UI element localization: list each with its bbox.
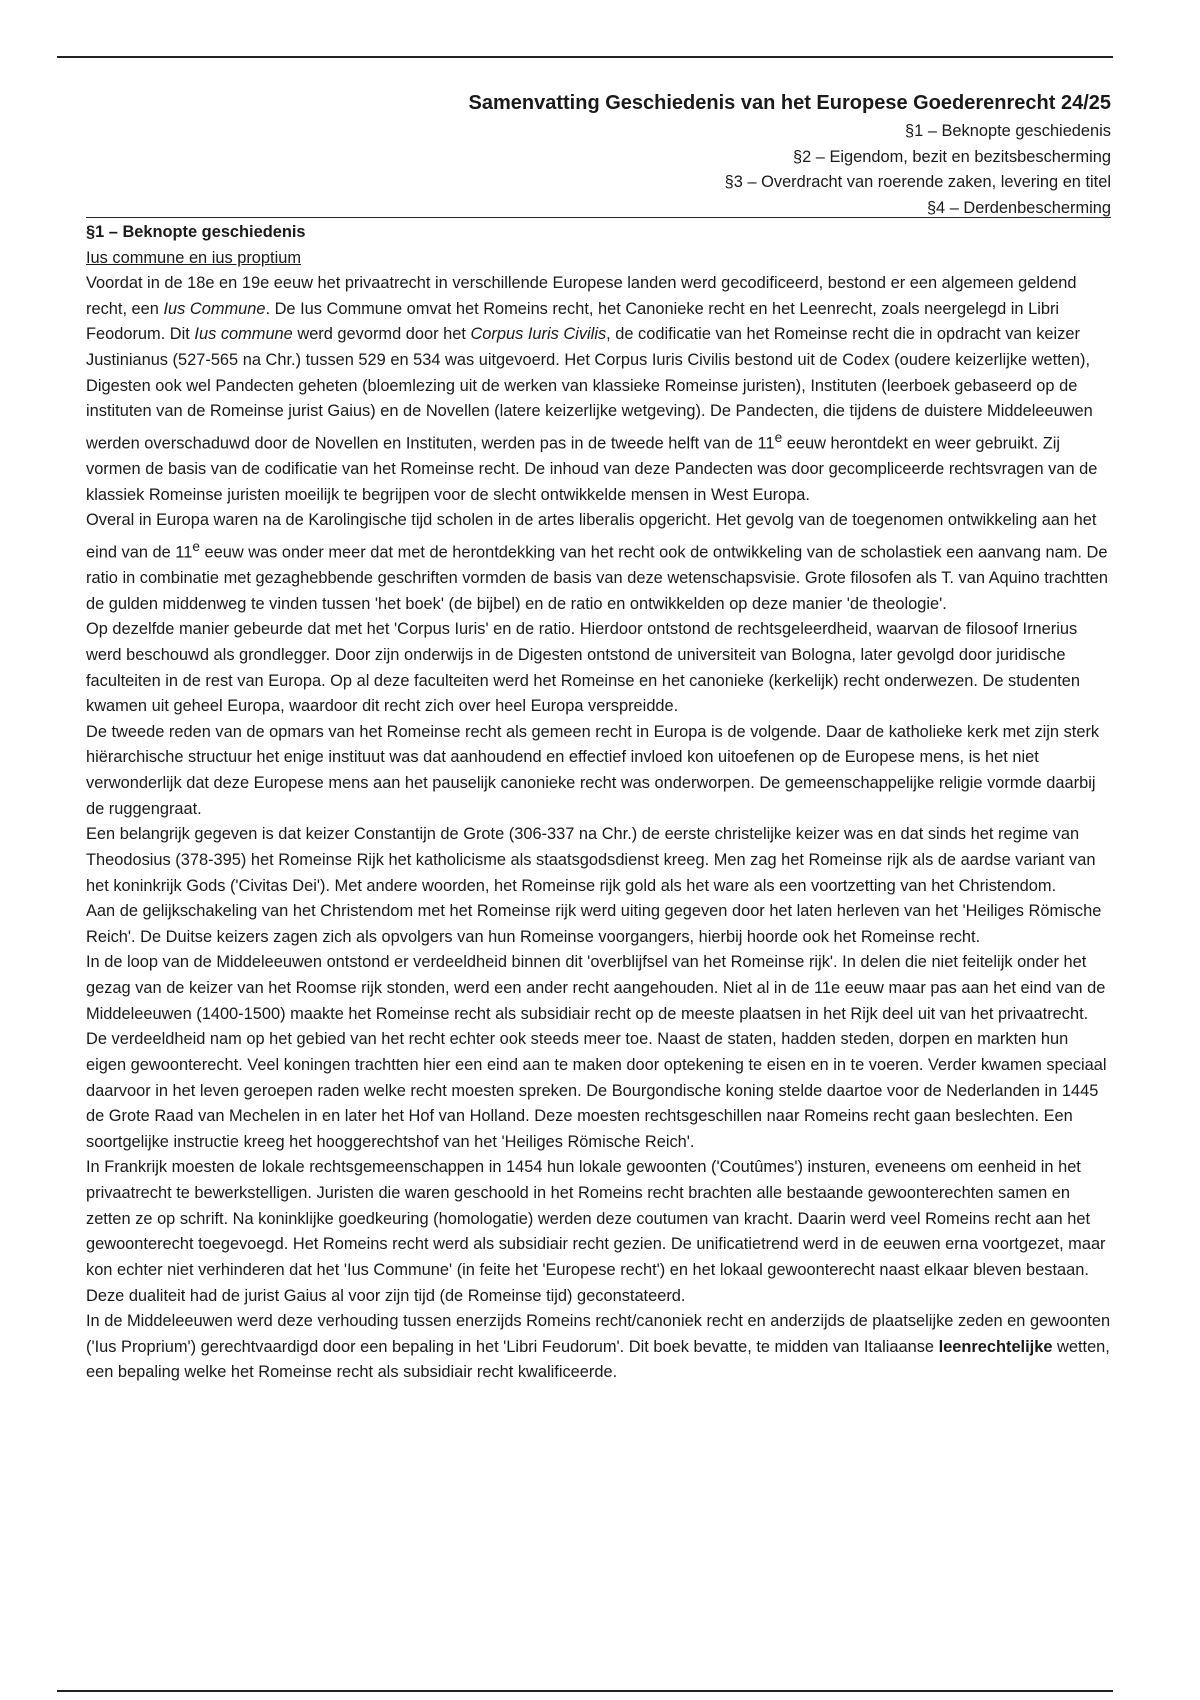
paragraph: In de Middeleeuwen werd deze verhouding tussen enerzijds Romeins recht/canoniek recht en anderzijds de plaatselijke zeden en gewoonten ('Ius Proprium') gerechtvaardigd door een bepaling in het 'Libri Feudorum'. Dit boek bevatte, te midden van Italiaanse leenrechtelijke wetten, een bepaling welke het Romeinse recht als subsidiair recht kwalificeerde.	[86, 1312, 1111, 1382]
header-divider	[86, 217, 1111, 218]
toc-item: §1 – Beknopte geschiedenis	[905, 122, 1111, 140]
table-of-contents	[211, 119, 1111, 221]
toc-item: §4 – Derdenbescherming	[926, 198, 1111, 217]
document-body	[86, 220, 1111, 1386]
bottom-rule	[57, 1690, 1113, 1692]
paragraph: Aan de gelijkschakeling van het Christendom met het Romeinse rijk werd uiting gegeven door het laten herleven van het 'Heiliges Römische Reich'. De Duitse keizers zagen zich als opvolgers van hun Romeinse voorgangers, hierbij hoorde ook het Romeinse recht.	[86, 902, 1102, 946]
paragraph: Een belangrijk gegeven is dat keizer Constantijn de Grote (306-337 na Chr.) de eerste christelijke keizer was en dat sinds het regime van Theodosius (378-395) het Romeinse Rijk het katholicisme als staatsgodsdienst kreeg. Men zag het Romeinse rijk als de aardse variant van het koninkrijk Gods ('Civitas Dei'). Met andere woorden, het Romeinse rijk gold als het ware als een voortzetting van het Christendom.	[86, 825, 1096, 895]
paragraph: Overal in Europa waren na de Karolingische tijd scholen in de artes liberalis opgericht. Het gevolg van de toegenomen ontwikkeling aan het eind van de 11e eeuw was onder meer dat met de herontdekking van het recht ook de ontwikkeling van de scholastiek een aanvang nam. De ratio in combinatie met gezaghebbende geschriften vormden de basis van deze wetenschapsvisie. Grote filosofen als T. van Aquino trachtten de gulden middenweg te vinden tussen 'het boek' (de bijbel) en de ratio en ontwikkelden op deze manier 'de theologie'.	[86, 511, 1108, 613]
paragraph: Op dezelfde manier gebeurde dat met het 'Corpus Iuris' en de ratio. Hierdoor ontstond de rechtsgeleerdheid, waarvan de filosoof Irnerius werd beschouwd als grondlegger. Door zijn onderwijs in de Digesten ontstond de universiteit van Bologna, later gevolgd door juridische faculteiten in de rest van Europa. Op al deze faculteiten werd het Romeinse en het canonieke (kerkelijk) recht onderwezen. De studenten kwamen uit geheel Europa, waardoor dit recht zich over heel Europa verspreidde.	[86, 620, 1081, 716]
document-header	[211, 87, 1111, 221]
subsection-heading: Ius commune en ius proptium	[86, 248, 301, 267]
paragraph-list	[86, 271, 1111, 1386]
paragraph: Voordat in de 18e en 19e eeuw het privaatrecht in verschillende Europese landen werd gecodificeerd, bestond er een algemeen geldend recht, een Ius Commune. De Ius Commune omvat het Romeins recht, het Canonieke recht en het Leenrecht, zoals neergelegd in Libri Feodorum. Dit Ius commune werd gevormd door het Corpus Iuris Civilis, de codificatie van het Romeinse recht die in opdracht van keizer Justinianus (527-565 na Chr.) tussen 529 en 534 was uitgevoerd. Het Corpus Iuris Civilis bestond uit de Codex (oudere keizerlijke wetten), Digesten ook wel Pandecten geheten (bloemlezing uit de werken van klassieke Romeinse juristen), Instituten (leerboek gebaseerd op de instituten van de Romeinse jurist Gaius) en de Novellen (latere keizerlijke wetgeving). De Pandecten, die tijdens de duistere Middeleeuwen werden overschaduwd door de Novellen en Instituten, werden pas in de tweede helft van de 11e eeuw herontdekt en weer gebruikt. Zij vormen de basis van de codificatie van het Romeinse recht. De inhoud van deze Pandecten was door gecompliceerde rechtsvragen van de klassiek Romeinse juristen moeilijk te begrijpen voor de slecht ontwikkelde mensen in West Europa.	[86, 274, 1098, 504]
paragraph: De tweede reden van de opmars van het Romeinse recht als gemeen recht in Europa is de volgende. Daar de katholieke kerk met zijn sterk hiërarchische structuur het enige instituut was dat aanhoudend en effectief invloed kon uitoefenen op de Europese mens, is het niet verwonderlijk dat deze Europese mens aan het pauselijk canonieke recht was onderworpen. De gemeenschappelijke religie vormde daarbij de ruggengraat.	[86, 722, 1100, 818]
toc-item: §2 – Eigendom, bezit en bezitsbescherming	[793, 147, 1111, 166]
document-title: Samenvatting Geschiedenis van het Europese Goederenrecht 24/25	[468, 92, 1111, 114]
top-rule	[57, 56, 1113, 58]
paragraph: In Frankrijk moesten de lokale rechtsgemeenschappen in 1454 hun lokale gewoonten ('Coutûmes') insturen, eveneens om eenheid in het privaatrecht te bewerkstelligen. Juristen die waren geschoold in het Romeins recht brachten alle bestaande gewoonterechten samen en zetten ze op schrift. Na koninklijke goedkeuring (homologatie) werden deze coutumen van kracht. Daarin werd veel Romeins recht aan het gewoonterecht toegevoegd. Het Romeins recht werd als subsidiair recht gezien. De unificatietrend werd in de eeuwen erna voortgezet, maar kon echter niet verhinderen dat het 'Ius Commune' (in feite het 'Europese recht') en het lokaal gewoonterecht naast elkaar bleven bestaan. Deze dualiteit had de jurist Gaius al voor zijn tijd (de Romeinse tijd) geconstateerd.	[86, 1158, 1106, 1305]
paragraph: In de loop van de Middeleeuwen ontstond er verdeeldheid binnen dit 'overblijfsel van het Romeinse rijk'. In delen die niet feitelijk onder het gezag van de keizer van het Roomse rijk stonden, werd een ander recht aangehouden. Niet al in de 11e eeuw maar pas aan het eind van de Middeleeuwen (1400-1500) maakte het Romeinse recht als subsidiair recht op de meeste plaatsen in het Rijk deel uit van het privaatrecht. De verdeeldheid nam op het gebied van het recht echter ook steeds meer toe. Naast de staten, hadden steden, dorpen en markten hun eigen gewoonterecht. Veel koningen trachtten hier een eind aan te maken door optekening te eisen en in te voeren. Verder kwamen speciaal daarvoor in het leven geroepen raden welke recht moesten spreken. De Bourgondische koning stelde daartoe voor de Nederlanden in 1445 de Grote Raad van Mechelen in en later het Hof van Holland. Deze moesten rechtsgeschillen naar Romeins recht gaan beslechten. Een soortgelijke instructie kreeg het hooggerechtshof van het 'Heiliges Römische Reich'.	[86, 953, 1107, 1151]
section-heading: §1 – Beknopte geschiedenis	[86, 223, 306, 241]
toc-item: §3 – Overdracht van roerende zaken, levering en titel	[724, 173, 1111, 191]
